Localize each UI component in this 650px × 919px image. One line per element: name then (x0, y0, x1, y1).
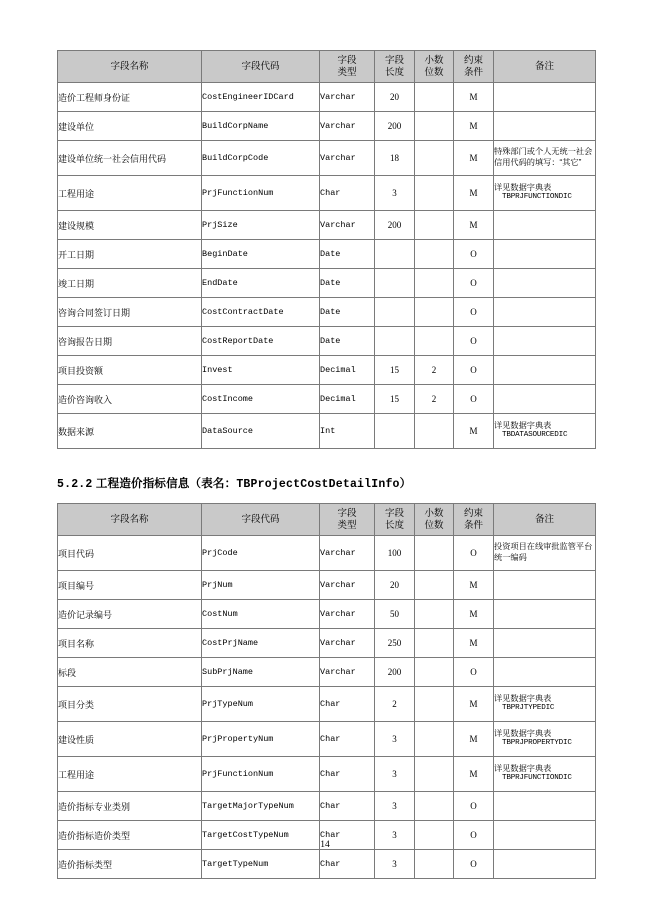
cell-field-code: Invest (202, 356, 320, 385)
column-header-decimal-digits: 小数 位数 (415, 51, 454, 83)
cell-field-type: Int (320, 414, 375, 449)
table-row (58, 141, 596, 176)
cell-field-code: PrjTypeNum (202, 687, 320, 722)
cell-constraint: O (454, 385, 494, 414)
cell-decimal-digits (415, 536, 454, 571)
cell-field-length: 3 (375, 850, 415, 879)
cell-constraint: O (454, 850, 494, 879)
cell-field-type: Char (320, 722, 375, 757)
cell-field-name: 建设规模 (58, 211, 202, 240)
cell-field-name: 造价指标专业类别 (58, 792, 202, 821)
cell-field-name: 工程用途 (58, 176, 202, 211)
table-row (58, 536, 596, 571)
cell-field-type: Char (320, 850, 375, 879)
remark-text: 详见数据字典表 (494, 763, 552, 773)
cell-field-length: 3 (375, 176, 415, 211)
table-row (58, 687, 596, 722)
cell-field-length: 250 (375, 629, 415, 658)
cell-field-name: 咨询报告日期 (58, 327, 202, 356)
column-header-remark: 备注 (494, 51, 596, 83)
table-row (58, 658, 596, 687)
cell-remark (494, 658, 596, 687)
cell-constraint: O (454, 536, 494, 571)
cell-field-length: 20 (375, 571, 415, 600)
cell-decimal-digits (415, 414, 454, 449)
cell-remark (494, 269, 596, 298)
table-row (58, 83, 596, 112)
table-row (58, 327, 596, 356)
cell-field-length (375, 298, 415, 327)
cell-field-length: 200 (375, 658, 415, 687)
cell-field-code: BeginDate (202, 240, 320, 269)
table-row (58, 298, 596, 327)
cell-decimal-digits (415, 658, 454, 687)
cell-field-name: 造价指标类型 (58, 850, 202, 879)
cell-decimal-digits (415, 722, 454, 757)
table-header (58, 51, 596, 83)
cell-field-code: TargetTypeNum (202, 850, 320, 879)
cell-decimal-digits (415, 757, 454, 792)
cell-constraint: M (454, 757, 494, 792)
cell-field-code: TargetMajorTypeNum (202, 792, 320, 821)
column-header-field-type: 字段 类型 (320, 51, 375, 83)
cell-remark (494, 571, 596, 600)
remark-dictionary-name: TBDATASOURCEDIC (502, 431, 568, 440)
cell-remark (494, 600, 596, 629)
cell-field-length (375, 240, 415, 269)
cell-field-length: 18 (375, 141, 415, 176)
cell-field-length: 2 (375, 687, 415, 722)
cell-decimal-digits (415, 141, 454, 176)
cell-constraint: M (454, 176, 494, 211)
column-header-constraint: 约束 条件 (454, 504, 494, 536)
section-heading-wrap (57, 475, 595, 491)
cell-constraint: M (454, 687, 494, 722)
cell-field-code: CostContractDate (202, 298, 320, 327)
page-number: 14 (320, 840, 330, 850)
cell-field-type: Char (320, 821, 375, 850)
cell-constraint: O (454, 298, 494, 327)
cell-field-code: CostReportDate (202, 327, 320, 356)
cell-constraint: O (454, 269, 494, 298)
remark-text: 详见数据字典表 (494, 420, 552, 430)
cell-decimal-digits (415, 112, 454, 141)
cell-constraint: M (454, 722, 494, 757)
cell-field-type: Date (320, 298, 375, 327)
cell-field-name: 造价指标造价类型 (58, 821, 202, 850)
cell-field-length: 3 (375, 821, 415, 850)
cell-field-type: Date (320, 240, 375, 269)
cell-remark (494, 141, 596, 176)
cell-field-type: Varchar (320, 112, 375, 141)
page-content (57, 50, 595, 879)
remark-dictionary-name: TBPRJFUNCTIONDIC (502, 193, 572, 202)
table-row (58, 240, 596, 269)
cell-constraint: O (454, 240, 494, 269)
cell-decimal-digits: 2 (415, 385, 454, 414)
cell-field-type: Varchar (320, 571, 375, 600)
cell-field-length: 200 (375, 211, 415, 240)
column-header-field-code: 字段代码 (202, 504, 320, 536)
cell-decimal-digits (415, 687, 454, 722)
cell-constraint: M (454, 629, 494, 658)
cell-constraint: M (454, 112, 494, 141)
table-row (58, 600, 596, 629)
cell-constraint: O (454, 327, 494, 356)
cell-remark (494, 83, 596, 112)
field-spec-table-2 (57, 503, 596, 879)
page-title (57, 475, 595, 491)
cell-field-code: PrjPropertyNum (202, 722, 320, 757)
cell-remark (494, 327, 596, 356)
column-header-decimal-digits: 小数 位数 (415, 504, 454, 536)
cell-field-type: Varchar (320, 536, 375, 571)
cell-decimal-digits (415, 792, 454, 821)
cell-field-code: BuildCorpName (202, 112, 320, 141)
remark-text: 投资项目在线审批监管平台统一编码 (494, 542, 593, 562)
cell-field-name: 开工日期 (58, 240, 202, 269)
remark-dictionary-name: TBPRJPROPERTYDIC (502, 739, 572, 748)
cell-field-length (375, 327, 415, 356)
cell-field-code: CostNum (202, 600, 320, 629)
cell-remark (494, 414, 596, 449)
cell-constraint: O (454, 792, 494, 821)
cell-field-name: 竣工日期 (58, 269, 202, 298)
column-header-field-name: 字段名称 (58, 504, 202, 536)
cell-field-name: 项目投资额 (58, 356, 202, 385)
cell-field-length: 3 (375, 722, 415, 757)
cell-field-name: 数据来源 (58, 414, 202, 449)
cell-field-code: BuildCorpCode (202, 141, 320, 176)
table-row (58, 792, 596, 821)
table-row (58, 356, 596, 385)
table-body-2 (58, 536, 596, 879)
cell-field-type: Decimal (320, 385, 375, 414)
cell-decimal-digits (415, 211, 454, 240)
table-row (58, 269, 596, 298)
cell-field-name: 造价咨询收入 (58, 385, 202, 414)
table-row (58, 385, 596, 414)
cell-field-code: PrjSize (202, 211, 320, 240)
cell-field-length (375, 269, 415, 298)
section-title-text: 工程造价指标信息（表名： (95, 478, 237, 490)
cell-field-length: 200 (375, 112, 415, 141)
cell-remark (494, 176, 596, 211)
remark-dictionary-name: TBPRJTYPEDIC (502, 704, 555, 713)
table-row (58, 176, 596, 211)
cell-remark (494, 112, 596, 141)
cell-remark (494, 211, 596, 240)
cell-decimal-digits (415, 176, 454, 211)
cell-field-code: PrjFunctionNum (202, 757, 320, 792)
cell-constraint: O (454, 821, 494, 850)
table-header-row (58, 504, 596, 536)
cell-constraint: M (454, 211, 494, 240)
cell-field-type: Char (320, 176, 375, 211)
cell-decimal-digits (415, 629, 454, 658)
cell-remark (494, 792, 596, 821)
cell-constraint: M (454, 600, 494, 629)
table-row (58, 211, 596, 240)
cell-constraint: M (454, 571, 494, 600)
cell-field-code: PrjNum (202, 571, 320, 600)
cell-field-length (375, 414, 415, 449)
cell-field-type: Decimal (320, 356, 375, 385)
cell-remark (494, 385, 596, 414)
cell-field-name: 咨询合同签订日期 (58, 298, 202, 327)
cell-field-type: Date (320, 269, 375, 298)
cell-field-type: Varchar (320, 600, 375, 629)
cell-field-type: Varchar (320, 83, 375, 112)
cell-field-code: CostEngineerIDCard (202, 83, 320, 112)
cell-field-name: 造价工程师身份证 (58, 83, 202, 112)
column-header-field-type: 字段 类型 (320, 504, 375, 536)
cell-field-name: 工程用途 (58, 757, 202, 792)
cell-remark (494, 240, 596, 269)
cell-constraint: M (454, 83, 494, 112)
cell-remark (494, 757, 596, 792)
cell-field-length: 20 (375, 83, 415, 112)
table-header (58, 504, 596, 536)
table-row (58, 112, 596, 141)
column-header-constraint: 约束 条件 (454, 51, 494, 83)
cell-remark (494, 687, 596, 722)
cell-remark (494, 298, 596, 327)
cell-field-type: Date (320, 327, 375, 356)
cell-field-code: EndDate (202, 269, 320, 298)
cell-field-name: 建设单位统一社会信用代码 (58, 141, 202, 176)
cell-field-length: 15 (375, 356, 415, 385)
cell-remark (494, 536, 596, 571)
cell-field-code: PrjFunctionNum (202, 176, 320, 211)
field-spec-table-1 (57, 50, 596, 449)
cell-field-length: 100 (375, 536, 415, 571)
cell-decimal-digits (415, 600, 454, 629)
cell-remark (494, 356, 596, 385)
cell-field-type: Char (320, 792, 375, 821)
remark-text: 详见数据字典表 (494, 728, 552, 738)
remark-text: 特殊部门或个人无统一社会信用代码的填写：“其它” (494, 147, 593, 167)
table-row (58, 850, 596, 879)
cell-constraint: M (454, 141, 494, 176)
cell-decimal-digits (415, 571, 454, 600)
cell-decimal-digits: 2 (415, 356, 454, 385)
section-table-name: TBProjectCostDetailInfo (236, 478, 400, 491)
remark-text: 详见数据字典表 (494, 693, 552, 703)
cell-field-name: 建设性质 (58, 722, 202, 757)
cell-field-code: TargetCostTypeNum (202, 821, 320, 850)
cell-decimal-digits (415, 83, 454, 112)
cell-field-length: 15 (375, 385, 415, 414)
cell-field-length: 50 (375, 600, 415, 629)
cell-field-type: Varchar (320, 658, 375, 687)
cell-field-name: 建设单位 (58, 112, 202, 141)
cell-field-name: 项目编号 (58, 571, 202, 600)
cell-field-type: Varchar (320, 141, 375, 176)
cell-field-code: CostIncome (202, 385, 320, 414)
cell-field-name: 项目分类 (58, 687, 202, 722)
remark-dictionary-name: TBPRJFUNCTIONDIC (502, 774, 572, 783)
cell-remark (494, 629, 596, 658)
cell-field-code: PrjCode (202, 536, 320, 571)
cell-field-name: 项目名称 (58, 629, 202, 658)
remark-text: 详见数据字典表 (494, 182, 552, 192)
cell-decimal-digits (415, 240, 454, 269)
table-row (58, 629, 596, 658)
cell-constraint: O (454, 658, 494, 687)
table-header-row (58, 51, 596, 83)
cell-field-name: 造价记录编号 (58, 600, 202, 629)
cell-remark (494, 850, 596, 879)
cell-field-type: Varchar (320, 211, 375, 240)
cell-decimal-digits (415, 298, 454, 327)
section-title-end: ） (399, 478, 412, 490)
cell-constraint: O (454, 356, 494, 385)
cell-decimal-digits (415, 269, 454, 298)
cell-field-type: Varchar (320, 629, 375, 658)
cell-decimal-digits (415, 327, 454, 356)
cell-field-length: 3 (375, 757, 415, 792)
column-header-field-code: 字段代码 (202, 51, 320, 83)
table-row (58, 571, 596, 600)
column-header-field-length: 字段 长度 (375, 504, 415, 536)
cell-remark (494, 722, 596, 757)
cell-field-name: 标段 (58, 658, 202, 687)
column-header-field-name: 字段名称 (58, 51, 202, 83)
table-body-1 (58, 83, 596, 449)
table-row (58, 757, 596, 792)
column-header-remark: 备注 (494, 504, 596, 536)
section-number: 5.2.2 (57, 478, 93, 491)
cell-field-code: CostPrjName (202, 629, 320, 658)
cell-field-code: SubPrjName (202, 658, 320, 687)
cell-field-length: 3 (375, 792, 415, 821)
cell-field-type: Char (320, 757, 375, 792)
cell-field-type: Char (320, 687, 375, 722)
cell-decimal-digits (415, 850, 454, 879)
table-row (58, 414, 596, 449)
table-row (58, 722, 596, 757)
cell-field-code: DataSource (202, 414, 320, 449)
cell-field-name: 项目代码 (58, 536, 202, 571)
cell-constraint: M (454, 414, 494, 449)
column-header-field-length: 字段 长度 (375, 51, 415, 83)
